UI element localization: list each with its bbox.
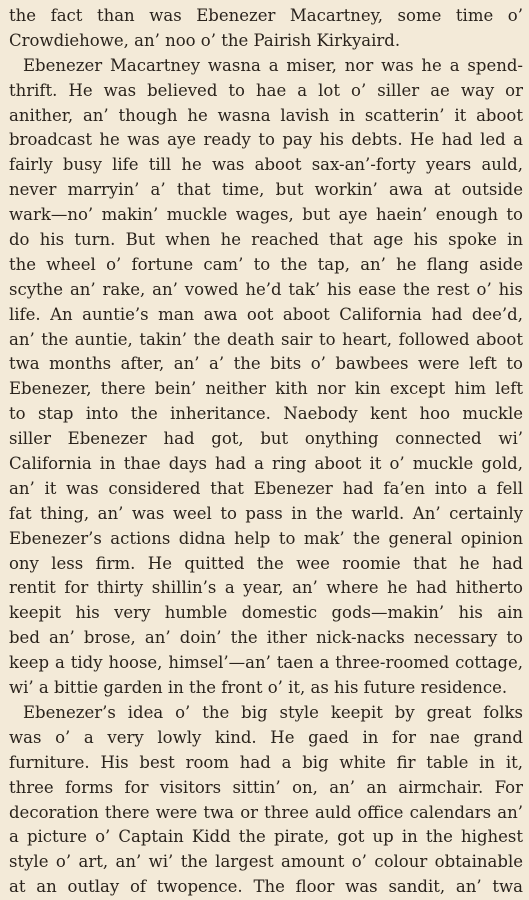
text-line: to stap into the inheritance. Naebody kent hoo muckle xyxy=(9,404,523,424)
text-line: an’ it was considered that Ebenezer had fa’en into a fell xyxy=(9,478,523,498)
text-line: Ebenezer, there bein’ neither kith nor kin except him left xyxy=(9,379,523,399)
paragraph-3 xyxy=(9,701,523,900)
text-line: the wheel o’ fortune cam’ to the tap, an’ he flang aside xyxy=(9,254,523,274)
text-line: Ebenezer’s actions didna help to mak’ the general opinion xyxy=(9,528,523,548)
text-line: never marryin’ a’ that time, but workin’ awa at outside xyxy=(9,180,523,200)
text-line: decoration there were twa or three auld office calendars an’ xyxy=(9,802,523,822)
text-line: wi’ a bittie garden in the front o’ it, as his future residence. xyxy=(9,678,508,698)
text-line: keep a tidy hoose, himsel’—an’ taen a three-roomed cottage, xyxy=(9,653,523,673)
text-line: bed an’ brose, an’ doin’ the ither nick-nacks necessary to xyxy=(9,628,523,648)
text-line: anither, an’ though he wasna lavish in scatterin’ it aboot xyxy=(9,105,523,125)
text-line: Ebenezer’s idea o’ the big style keepit by great folks xyxy=(23,702,523,722)
paragraph-2 xyxy=(9,54,523,701)
text-line: an’ the auntie, takin’ the death sair to heart, followed aboot xyxy=(9,329,523,349)
text-line: the fact than was Ebenezer Macartney, some time o’ xyxy=(9,6,523,25)
text-line: Crowdiehowe, an’ noo o’ the Pairish Kirkyaird. xyxy=(9,30,401,50)
text-line: ony less firm. He quitted the wee roomie that he had xyxy=(9,553,523,573)
text-line: broadcast he was aye ready to pay his debts. He had led a xyxy=(9,130,523,150)
text-line: scythe an’ rake, an’ vowed he’d tak’ his ease the rest o’ his xyxy=(9,279,523,299)
paragraph-1 xyxy=(9,4,523,54)
text-line: fat thing, an’ was weel to pass in the warld. An’ certainly xyxy=(9,503,523,523)
text-line: three forms for visitors sittin’ on, an’ an airmchair. For xyxy=(9,777,523,797)
text-line: Ebenezer Macartney wasna a miser, nor was he a spend- xyxy=(23,55,523,75)
text-line: at an outlay of twopence. The floor was sandit, an’ twa xyxy=(9,877,523,897)
text-line: keepit his very humble domestic gods—makin’ his ain xyxy=(9,603,523,623)
text-line: rentit for thirty shillin’s a year, an’ where he had hitherto xyxy=(9,578,523,598)
text-line: a picture o’ Captain Kidd the pirate, got up in the highest xyxy=(9,827,523,847)
text-line: California in thae days had a ring aboot it o’ muckle gold, xyxy=(9,454,523,474)
text-line: do his turn. But when he reached that age his spoke in xyxy=(9,230,523,250)
text-line: thrift. He was believed to hae a lot o’ siller ae way or xyxy=(9,80,523,100)
text-line: fairly busy life till he was aboot sax-an’-forty years auld, xyxy=(9,155,523,175)
text-line: furniture. His best room had a big white fir table in it, xyxy=(9,752,523,772)
text-line: style o’ art, an’ wi’ the largest amount o’ colour obtainable xyxy=(9,852,523,872)
text-line: life. An auntie’s man awa oot aboot California had dee’d, xyxy=(9,304,523,324)
text-line: was o’ a very lowly kind. He gaed in for nae grand xyxy=(9,727,523,747)
text-line: wark—no’ makin’ muckle wages, but aye haein’ enough to xyxy=(9,205,523,225)
text-line: twa months after, an’ a’ the bits o’ bawbees were left to xyxy=(9,354,523,374)
text-line: siller Ebenezer had got, but onything connected wi’ xyxy=(9,429,523,449)
